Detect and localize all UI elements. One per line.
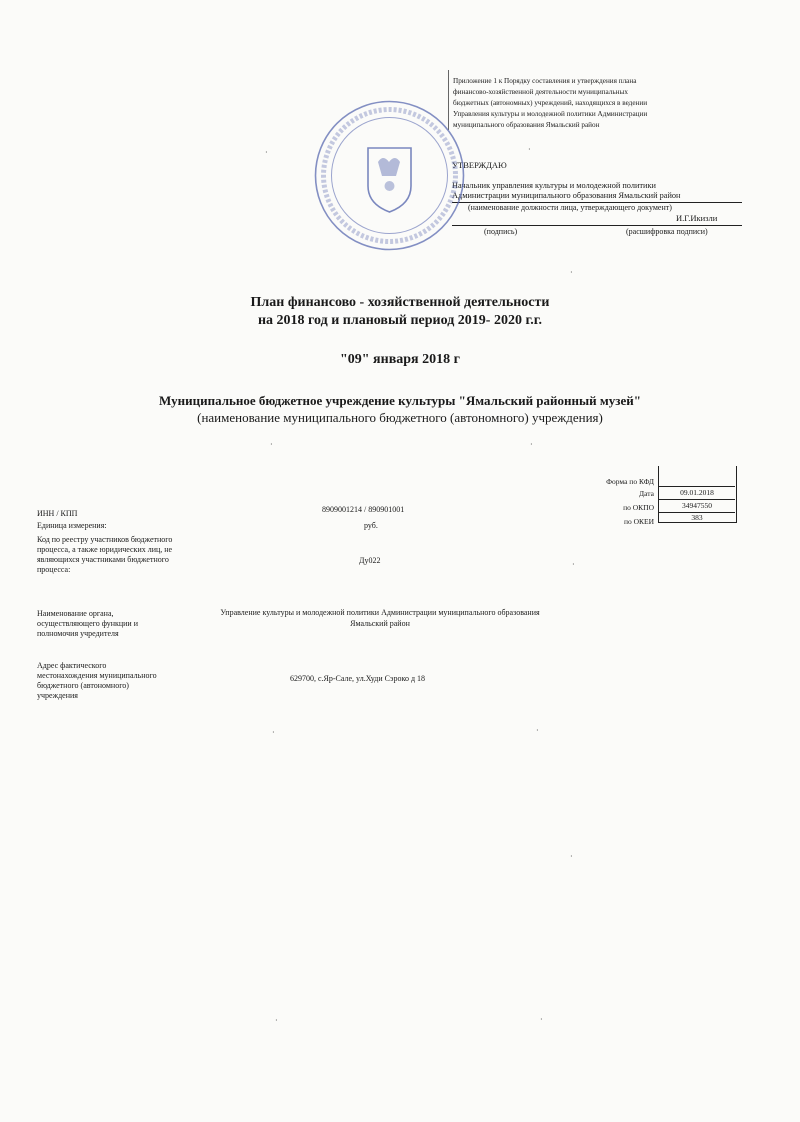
form-kfd-label: Форма по КФД <box>606 477 654 486</box>
codes-box <box>658 466 737 523</box>
approval-position-line: Начальник управления культуры и молодежной политики <box>452 181 656 190</box>
appendix-note <box>453 76 703 131</box>
transcript-caption: (расшифровка подписи) <box>626 227 708 236</box>
founder-label: Наименование органа, осуществляющего функции и полномочия учредителя <box>37 609 138 638</box>
scan-speck: · <box>528 145 531 154</box>
registry-value: Ду022 <box>359 556 381 565</box>
unit-value: руб. <box>364 521 378 530</box>
scan-speck: · <box>540 1015 543 1024</box>
signature-underline <box>452 225 742 226</box>
scan-speck: · <box>265 148 268 157</box>
scan-speck: · <box>570 268 573 277</box>
institution-name: Муниципальное бюджетное учреждение культуры "Ямальский районный музей" <box>159 393 641 408</box>
unit-label: Единица измерения: <box>37 521 107 530</box>
plan-date: "09" января 2018 г <box>340 352 460 367</box>
signature-caption: (подпись) <box>484 227 518 236</box>
position-caption: (наименование должности лица, утверждающего документ) <box>468 203 672 212</box>
approval-position <box>452 181 742 201</box>
okei-value: 383 <box>691 513 703 522</box>
date-label: Дата <box>639 489 654 498</box>
appendix-line: финансово-хозяйственной деятельности муниципальных <box>453 88 628 96</box>
scan-speck: · <box>270 440 273 449</box>
founder-value-line1: Управление культуры и молодежной политики Администрации муниципального образования <box>220 608 540 617</box>
appendix-line: муниципального образования Ямальский район <box>453 121 600 129</box>
registry-label: Код по реестру участников бюджетного процесса, а также юридических лиц, не являющихся участниками бюджетного процесса: <box>37 535 173 574</box>
inn-kpp-value: 8909001214 / 890901001 <box>322 505 405 514</box>
approval-heading: УТВЕРЖДАЮ <box>452 160 507 170</box>
address-value: 629700, с.Яр-Сале, ул.Худи Сэроко д 18 <box>290 674 426 683</box>
appendix-line: бюджетных (автономных) учреждений, находящихся в ведении <box>453 99 648 107</box>
appendix-line: Приложение 1 к Порядку составления и утверждения плана <box>453 77 637 85</box>
scan-speck: · <box>272 728 275 737</box>
okpo-label: по ОКПО <box>623 503 654 512</box>
scan-speck: · <box>572 560 575 569</box>
appendix-line: Управления культуры и молодежной политики Администрации <box>453 110 648 118</box>
scan-speck: · <box>570 852 573 861</box>
inn-kpp-label: ИНН / КПП <box>37 509 78 518</box>
signer-name: И.Г.Икизли <box>676 213 718 223</box>
approval-position-line: Администрации муниципального образования Ямальский район <box>452 191 681 200</box>
form-kfd-value <box>659 466 735 487</box>
scan-speck: · <box>275 1016 278 1025</box>
plan-title-line1: План финансово - хозяйственной деятельности <box>250 295 550 310</box>
founder-value-line2: Ямальский район <box>350 619 410 628</box>
okpo-value: 34947550 <box>659 500 735 513</box>
round-seal-icon <box>312 98 467 253</box>
address-label: Адрес фактического местонахождения муниципального бюджетного (автономного) учреждения <box>37 661 157 700</box>
scan-speck: · <box>530 440 533 449</box>
plan-title-line2: на 2018 год и плановый период 2019- 2020 г.г. <box>257 313 543 328</box>
date-value: 09.01.2018 <box>659 487 735 500</box>
institution-caption: (наименование муниципального бюджетного (автономного) учреждения) <box>197 410 603 425</box>
okei-label: по ОКЕИ <box>623 517 654 526</box>
scan-speck: · <box>536 726 539 735</box>
